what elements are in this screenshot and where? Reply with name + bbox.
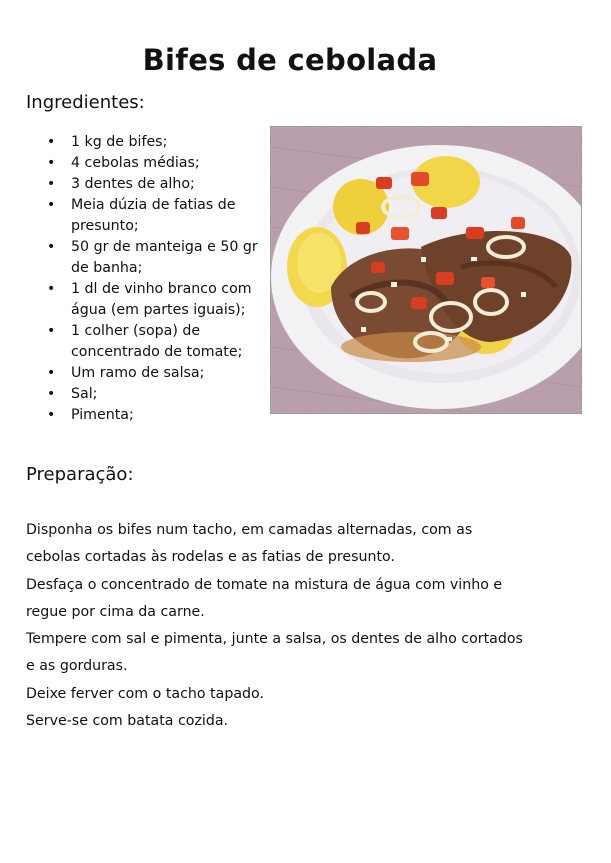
ingredient-item: • Meia dúzia de fatias de presunto;: [26, 195, 266, 237]
preparation-line: regue por cima da carne.: [26, 603, 205, 620]
ingredient-item: • 3 dentes de alho;: [26, 174, 266, 195]
preparation-line: Desfaça o concentrado de tomate na mistura de água com vinho e: [26, 576, 503, 593]
ingredient-item: • 4 cebolas médias;: [26, 153, 266, 174]
dish-photo: [270, 126, 582, 414]
ingredients-heading: Ingredientes:: [26, 92, 145, 113]
preparation-text: [26, 517, 586, 735]
ingredient-item: • Sal;: [26, 384, 266, 405]
ingredient-item: • 1 kg de bifes;: [26, 132, 266, 153]
preparation-line: cebolas cortadas às rodelas e as fatias de presunto.: [26, 549, 395, 566]
ingredient-item: • Um ramo de salsa;: [26, 363, 266, 384]
preparation-line: Serve-se com batata cozida.: [26, 713, 229, 730]
preparation-heading: Preparação:: [26, 464, 134, 485]
preparation-line: Deixe ferver com o tacho tapado.: [26, 685, 264, 702]
ingredient-item: • 1 dl de vinho branco com água (em partes iguais);: [26, 279, 266, 321]
ingredient-item: • 50 gr de manteiga e 50 gr de banha;: [26, 237, 266, 279]
preparation-line: Disponha os bifes num tacho, em camadas alternadas, com as: [26, 522, 473, 538]
preparation-line: e as gorduras.: [26, 658, 128, 675]
ingredient-item: • Pimenta;: [26, 405, 266, 426]
preparation-line: Tempere com sal e pimenta, junte a salsa, os dentes de alho cortados: [26, 631, 523, 648]
ingredient-item: • 1 colher (sopa) de concentrado de tomate;: [26, 321, 266, 363]
page-title: Bifes de cebolada: [142, 43, 438, 78]
ingredients-list: [26, 132, 266, 426]
